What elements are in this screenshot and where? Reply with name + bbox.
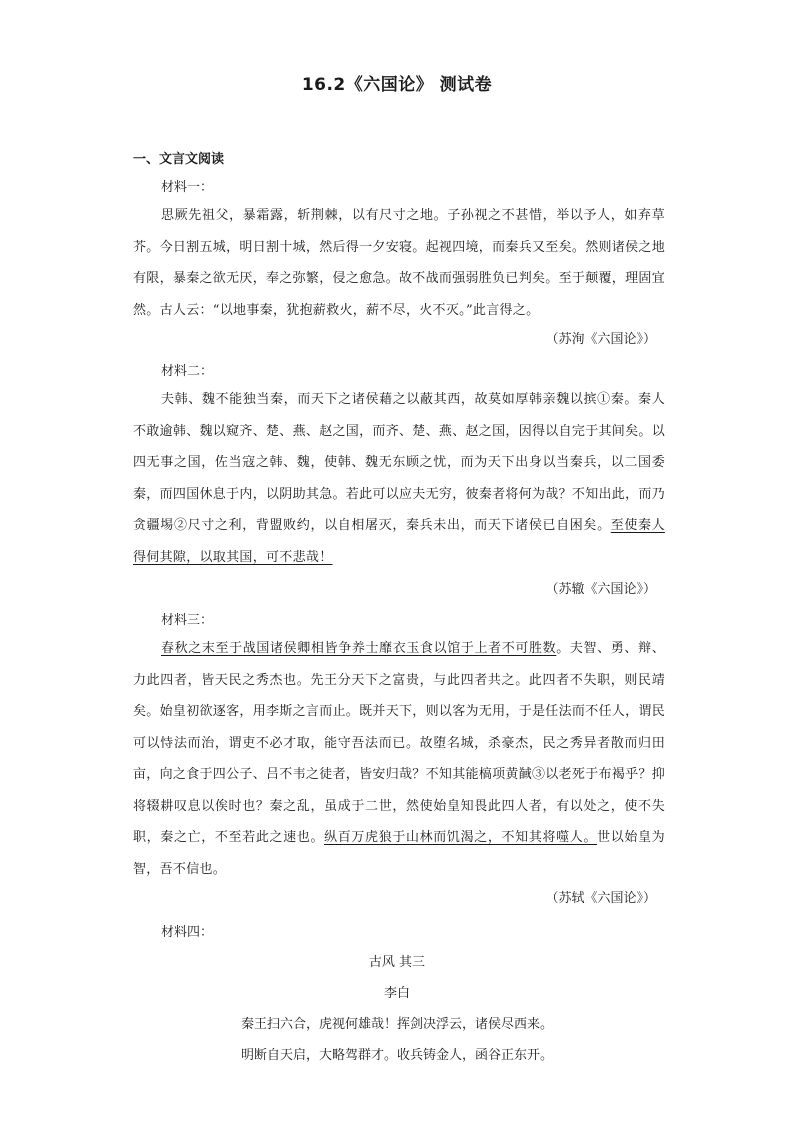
material2-text-a: 夫韩、魏不能独当秦，而天下之诸侯藉之以蔽其西，故莫如厚韩亲魏以摈①秦。秦人不敢逾韩、魏以窥齐、楚、燕、赵之国，而齐、楚、燕、赵之国，因得以自完于其间矣。以四无事之国，佐当寇之韩、魏，使韩、魏无东顾之忧，而为天下出身以当秦兵，以二国委秦，而四国休息于内，以阴助其急。若此可以应夫无穷，彼秦者将何为哉？不知出此，而乃贪疆埸②尺寸之利，背盟败约，以自相屠灭，秦兵未出，而天下诸侯已自困矣。 — [133, 392, 666, 533]
material1-source: （苏洵《六国论》） — [545, 332, 656, 347]
poem-line: 明断自天启，大略驾群才。收兵铸金人，函谷正东开。 — [240, 1048, 553, 1063]
poem-line: 秦王扫六合，虎视何雄哉！挥剑决浮云，诸侯尽西来。 — [240, 1017, 553, 1032]
section-heading: 一、文言文阅读 — [133, 152, 225, 167]
material3-text-b: 世以始皇为智，吾不信也。 — [133, 830, 665, 877]
material2-label: 材料二： — [161, 364, 214, 379]
poem-author: 李白 — [383, 986, 410, 1001]
material3-source: （苏轼《六国论》） — [545, 891, 656, 906]
material4-label: 材料四： — [161, 925, 214, 940]
material1-label: 材料一： — [161, 180, 214, 195]
material3-text — [133, 633, 665, 885]
poem-title: 古风 其三 — [368, 955, 426, 970]
material3-label: 材料三： — [161, 613, 214, 628]
material1-text: 思厥先祖父，暴霜露，斩荆棘，以有尺寸之地。子孙视之不甚惜，举以予人，如弃草芥。今日割五城，明日割十城，然后得一夕安寝。起视四境，而秦兵又至矣。然则诸侯之地有限，暴秦之欲无厌，奉之弥繁，侵之愈急。故不战而强弱胜负已判矣。至于颠覆，理固宜然。古人云：“以地事秦，犹抱薪救火，薪不尽，火不灭。”此言得之。 — [133, 208, 666, 318]
material2-text — [133, 384, 665, 573]
page-title: 16.2《六国论》 测试卷 — [301, 75, 493, 95]
material3-underlined-sentence-1: 春秋之末至于战国诸侯卿相皆争养士靡衣玉食以馆于上者不可胜数 — [161, 641, 557, 656]
material2-underlined-sentence: 至使秦人得伺其隙，以取其国，可不悲哉！ — [133, 518, 665, 565]
material2-source: （苏辙《六国论》） — [545, 582, 656, 597]
material3-text-a: 。夫智、勇、辩、力此四者，皆天民之秀杰也。先王分天下之富贵，与此四者共之。此四者不失职，则民靖矣。始皇初欲逐客，用李斯之言而止。既并天下，则以客为无用，于是任法而不任人，谓民可以恃法而治，谓吏不必才取，能守吾法而已。故堕名城，杀豪杰，民之秀异者散而归田亩，向之食于四公子、吕不韦之徒者，皆安归哉？不知其能槁项黄馘③以老死于布褐乎？抑将辍耕叹息以俟时也？秦之乱，虽成于二世，然使始皇知畏此四人者，有以处之，使不失职，秦之亡，不至若此之速也。 — [133, 641, 666, 845]
material3-underlined-sentence-2: 纵百万虎狼于山林而饥渴之，不知其将噬人。 — [324, 830, 598, 845]
